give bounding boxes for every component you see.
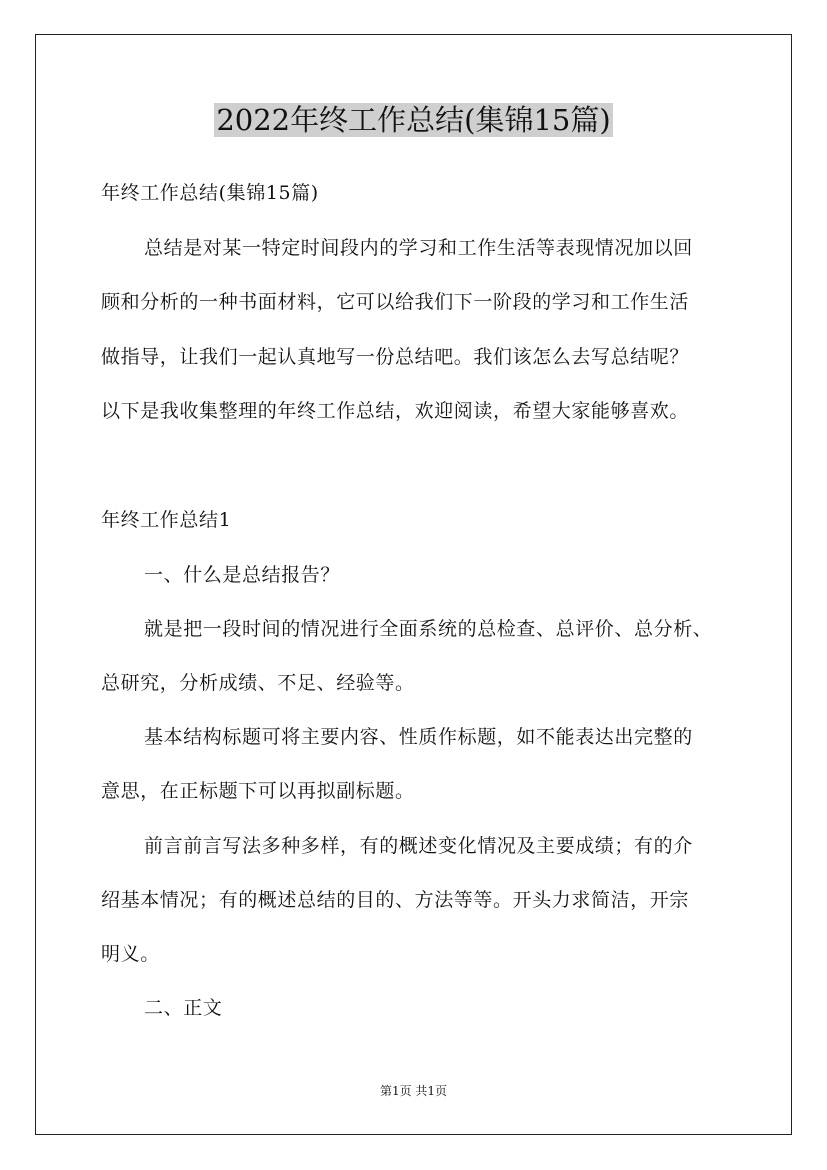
para2-line-2: 意思，在正标题下可以再拟副标题。 [101,780,415,802]
para1-line-1: 就是把一段时间的情况进行全面系统的总检查、总评价、总分析、 [144,618,713,640]
page-footer: 第1页 共1页 [379,1084,448,1098]
intro-line-3: 做指导，让我们一起认真地写一份总结吧。我们该怎么去写总结呢？ [101,346,690,368]
heading-two: 二、正文 [144,997,223,1019]
document-subtitle: 年终工作总结(集锦15篇) [101,182,319,204]
para3-line-2: 绍基本情况；有的概述总结的目的、方法等等。开头力求简洁，开宗 [101,889,690,911]
intro-line-4: 以下是我收集整理的年终工作总结，欢迎阅读，希望大家能够喜欢。 [101,400,690,422]
para1-line-2: 总研究，分析成绩、不足、经验等。 [101,672,415,694]
document-title [0,100,827,140]
intro-line-2: 顾和分析的一种书面材料，它可以给我们下一阶段的学习和工作生活 [101,291,690,313]
document-title-text: 2022年终工作总结(集锦15篇) [216,103,611,137]
para3-line-3: 明义。 [101,943,160,965]
heading-one: 一、什么是总结报告？ [144,564,341,586]
para3-line-1: 前言前言写法多种多样，有的概述变化情况及主要成绩；有的介 [144,835,693,857]
intro-line-1: 总结是对某一特定时间段内的学习和工作生活等表现情况加以回 [144,237,693,259]
para2-line-1: 基本结构标题可将主要内容、性质作标题，如不能表达出完整的 [144,726,693,748]
section-heading: 年终工作总结1 [101,509,232,531]
